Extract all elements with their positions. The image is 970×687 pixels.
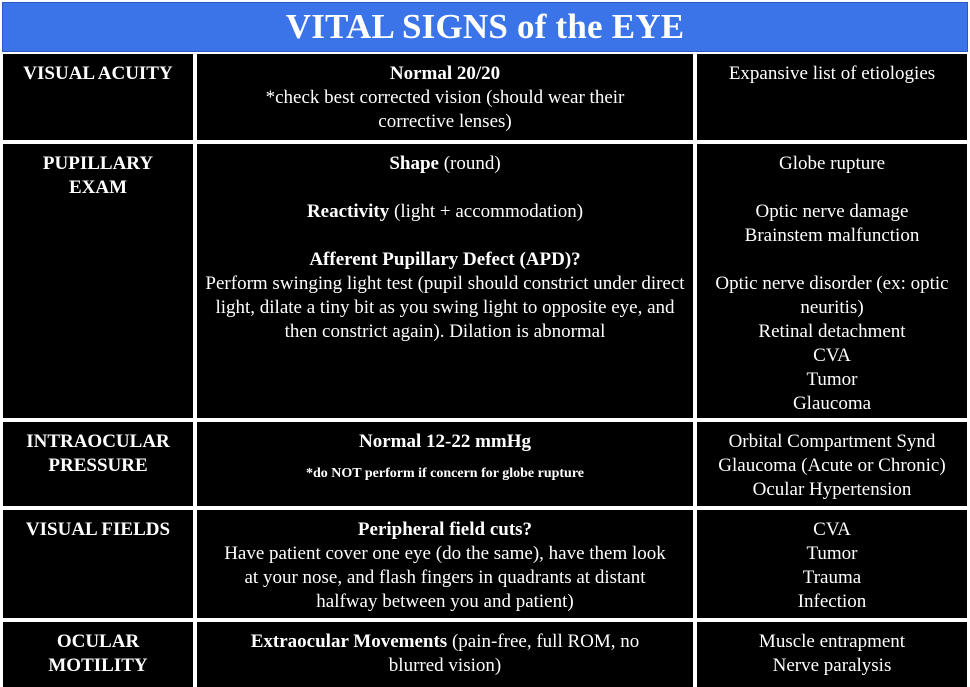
description-cell (197, 622, 693, 687)
etiology-item: Ocular Hypertension (752, 479, 912, 500)
shape-line (197, 152, 693, 176)
page-title: VITAL SIGNS of the EYE (285, 7, 685, 46)
row-label: VISUAL ACUITY (23, 63, 173, 84)
table-row-intraocular-pressure (0, 422, 970, 506)
row-label: VISUAL FIELDS (25, 519, 171, 540)
etiology-item: Expansive list of etiologies (728, 63, 936, 84)
etiology-item: Muscle entrapment (758, 631, 906, 652)
etiology-item: CVA (813, 345, 851, 366)
description-cell (197, 54, 693, 140)
description-cell (197, 144, 693, 418)
etiology-item: Tumor (806, 543, 858, 564)
description-cell (197, 422, 693, 506)
row-label-cell (3, 144, 193, 418)
row-label-cell (3, 422, 193, 506)
shape-label: Shape (389, 153, 439, 174)
description-text: *check best corrected vision (should wear their corrective lenses) (265, 87, 625, 132)
etiology-item: CVA (813, 519, 851, 540)
etiology-item: Glaucoma (Acute or Chronic) (718, 455, 946, 476)
etiology-item: Retinal detachment (758, 321, 906, 342)
etiology-item: Optic nerve disorder (ex: optic neuritis) (715, 273, 949, 318)
row-label: OCULAR MOTILITY (48, 631, 148, 676)
etiology-item: Glaucoma (792, 393, 872, 414)
reactivity-line (197, 200, 693, 224)
reactivity-value: (light + accommodation) (389, 201, 584, 222)
spacer (197, 224, 693, 248)
description-text: Have patient cover one eye (do the same), have them look at your nose, and flash fingers in quadrants at distant halfway between you and patient) (224, 543, 666, 612)
shape-value: (round) (438, 153, 501, 174)
etiology-item: Globe rupture (778, 153, 886, 174)
etiology-item: Optic nerve damage (755, 201, 909, 222)
etiology-cell (697, 622, 967, 687)
etiology-item: Nerve paralysis (772, 655, 892, 676)
reactivity-label: Reactivity (306, 201, 390, 222)
spacer (197, 454, 693, 464)
etiology-item: Orbital Compartment Synd (728, 431, 936, 452)
title-banner (2, 2, 968, 52)
movements-value: (pain-free, full ROM, no blurred vision) (388, 631, 640, 676)
table-row-visual-acuity (0, 54, 970, 140)
etiology-item: Trauma (802, 567, 862, 588)
description-text (197, 630, 693, 678)
etiology-item: Brainstem malfunction (744, 225, 920, 246)
etiology-item: Infection (797, 591, 867, 612)
row-label: INTRAOCULAR PRESSURE (26, 431, 170, 476)
movements-label: Extraocular Movements (250, 631, 448, 652)
vital-signs-table (0, 54, 970, 687)
row-label: PUPILLARY EXAM (42, 153, 154, 198)
apd-heading: Afferent Pupillary Defect (APD)? (309, 249, 581, 270)
description-cell (197, 510, 693, 618)
row-label-cell (3, 622, 193, 687)
etiology-cell (697, 510, 967, 618)
spacer (197, 176, 693, 200)
normal-value: Normal 12-22 mmHg (358, 431, 532, 452)
section-heading: Peripheral field cuts? (357, 519, 533, 540)
row-label-cell (3, 510, 193, 618)
spacer (697, 248, 967, 272)
etiology-cell (697, 54, 967, 140)
table-row-ocular-motility (0, 622, 970, 687)
table-row-pupillary-exam (0, 144, 970, 418)
table-row-visual-fields (0, 510, 970, 618)
etiology-item: Tumor (806, 369, 858, 390)
apd-text: Perform swinging light test (pupil should constrict under direct light, dilate a tiny bit as you swing light to opposite eye, and then constrict again). Dilation is abnormal (205, 273, 685, 342)
normal-value: Normal 20/20 (389, 63, 501, 84)
etiology-cell (697, 422, 967, 506)
etiology-cell (697, 144, 967, 418)
spacer (697, 176, 967, 200)
row-label-cell (3, 54, 193, 140)
warning-note: *do NOT perform if concern for globe rupture (305, 466, 585, 481)
